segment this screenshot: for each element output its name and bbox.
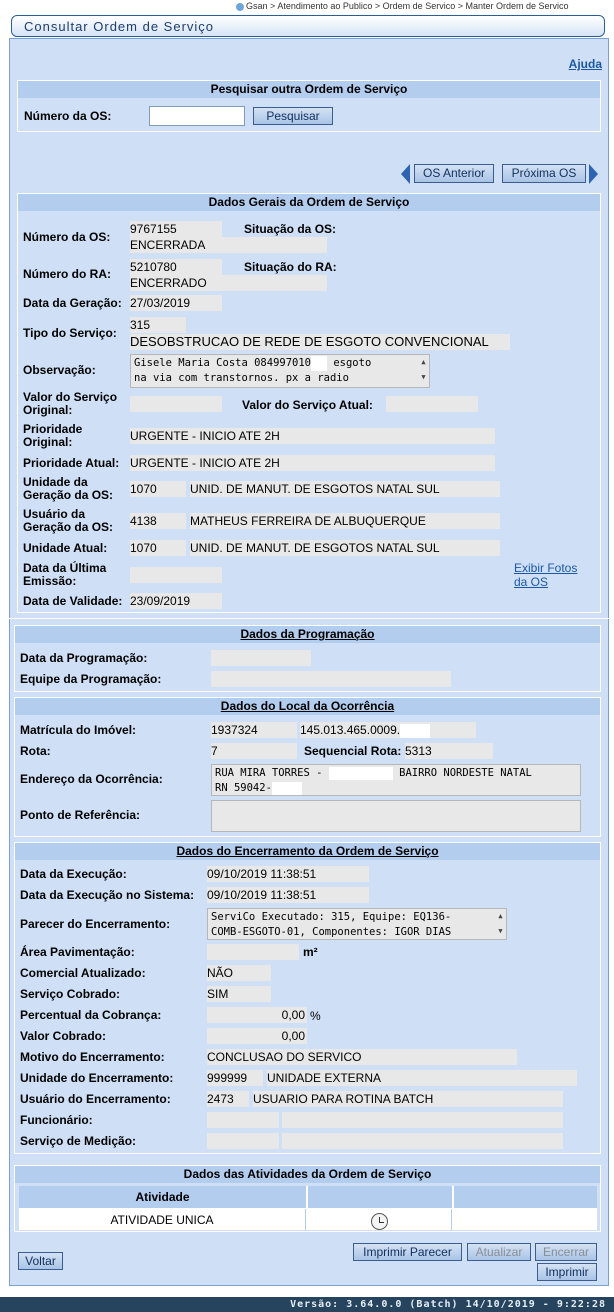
service-charged-label: Serviço Cobrado: <box>20 987 121 1001</box>
gen-date-label: Data da Geração: <box>23 296 122 310</box>
gen-unit-label: Unidade da Geração da OS: <box>23 475 114 502</box>
clock-icon[interactable] <box>371 1213 388 1230</box>
charge-percent-label: Percentual da Cobrança: <box>20 1008 162 1022</box>
employee-code <box>207 1112 279 1128</box>
seq-route-value: 5313 <box>405 743 493 759</box>
exec-date-value: 09/10/2019 11:38:51 <box>207 866 369 882</box>
service-code-value: 315 <box>130 317 186 333</box>
ra-status-label: Situação do RA: <box>244 260 337 274</box>
exec-sys-date-value: 09/10/2019 11:38:51 <box>207 887 369 903</box>
ra-number-value: 5210780 <box>130 259 222 275</box>
cur-priority-value: URGENTE - INICIO ATE 2H <box>130 455 495 471</box>
table-row[interactable]: ATIVIDADE UNICA <box>19 1209 306 1230</box>
breadcrumb-item[interactable]: Atendimento ao Publico <box>277 1 373 11</box>
ra-status-value: ENCERRADO <box>130 275 327 291</box>
paving-unit: m² <box>303 945 318 959</box>
breadcrumb-item[interactable]: Manter Ordem de Servico <box>465 1 569 11</box>
divider <box>9 618 609 619</box>
closing-opinion-label: Parecer do Encerramento: <box>20 917 171 931</box>
breadcrumb-item[interactable]: Ordem de Servico <box>382 1 456 11</box>
closing-user-code: 2473 <box>207 1091 249 1107</box>
extra-column-header <box>454 1186 597 1208</box>
arrow-right-icon[interactable] <box>589 164 598 184</box>
reference-textarea[interactable] <box>211 800 581 832</box>
gen-user-label: Usuário da Geração da OS: <box>23 507 114 534</box>
cur-unit-label: Unidade Atual: <box>23 541 108 555</box>
service-desc-value: DESOBSTRUCAO DE REDE DE ESGOTO CONVENCIONAL <box>130 334 510 350</box>
breadcrumb: Gsan > Atendimento ao Publico > Ordem de Servico > Manter Ordem de Servico <box>236 1 569 11</box>
reference-label: Ponto de Referência: <box>20 808 141 822</box>
os-number-label: Número da OS: <box>24 109 112 123</box>
orig-priority-label: Prioridade Original: <box>23 422 83 449</box>
programming-panel <box>14 625 601 692</box>
breadcrumb-item[interactable]: Gsan <box>246 1 268 11</box>
table-row-status[interactable] <box>308 1209 452 1230</box>
ra-number-label: Número do RA: <box>23 267 111 281</box>
service-type-label: Tipo do Serviço: <box>23 326 117 340</box>
programming-date-value <box>211 650 311 666</box>
programming-team-label: Equipe da Programação: <box>20 672 162 686</box>
measurement-code <box>207 1133 279 1149</box>
location-panel <box>14 697 601 837</box>
closing-unit-label: Unidade do Encerramento: <box>20 1071 174 1085</box>
validity-label: Data de Validade: <box>23 594 123 608</box>
observation-textarea[interactable]: Gisele Maria Costa 084997010 esgoto na via com transtornos. px a radio ▲ ▼ <box>130 354 430 388</box>
cur-unit-name: UNID. DE MANUT. DE ESGOTOS NATAL SUL <box>190 540 500 556</box>
programming-team-value <box>211 671 451 687</box>
search-button[interactable]: Pesquisar <box>253 107 333 125</box>
page-title: Consultar Ordem de Serviço <box>11 15 605 37</box>
home-icon <box>236 3 244 11</box>
closing-opinion-textarea[interactable]: ServiCo Executado: 315, Equipe: EQ136- COMB-ESGOTO-01, Componentes: IGOR DIAS ▲ ▼ <box>207 908 507 940</box>
general-data-header: Dados Gerais da Ordem de Serviço <box>18 194 600 211</box>
cur-priority-label: Prioridade Atual: <box>23 456 120 470</box>
update-button[interactable]: Atualizar <box>467 1243 531 1261</box>
print-opinion-button[interactable]: Imprimir Parecer <box>353 1243 462 1261</box>
route-label: Rota: <box>20 744 51 758</box>
gen-date-value: 27/03/2019 <box>130 295 222 311</box>
cur-value-label: Valor do Serviço Atual: <box>242 398 373 412</box>
commercial-updated-label: Comercial Atualizado: <box>20 966 146 980</box>
textarea-scrollbar[interactable]: ▲ ▼ <box>498 912 503 935</box>
activities-table <box>19 1186 597 1230</box>
measurement-name <box>282 1133 563 1149</box>
status-column-header <box>308 1186 452 1208</box>
table-row-extra <box>454 1209 597 1230</box>
print-button[interactable]: Imprimir <box>537 1263 597 1281</box>
exec-date-label: Data da Execução: <box>20 867 127 881</box>
activity-column-header: Atividade <box>19 1186 306 1208</box>
commercial-updated-value: NÃO <box>207 965 271 981</box>
gen-unit-name: UNID. DE MANUT. DE ESGOTOS NATAL SUL <box>190 481 500 497</box>
orig-value-value <box>130 396 222 412</box>
closing-user-name: USUARIO PARA ROTINA BATCH <box>253 1091 563 1107</box>
closing-panel <box>14 842 601 1154</box>
cur-value-value <box>386 396 478 412</box>
measurement-label: Serviço de Medição: <box>20 1134 137 1148</box>
charged-value-value: 0,00 <box>207 1028 307 1044</box>
closing-unit-code: 999999 <box>207 1070 263 1086</box>
closing-header: Dados do Encerramento da Ordem de Serviço <box>15 843 600 860</box>
percent-unit: % <box>310 1009 321 1023</box>
employee-name <box>282 1112 563 1128</box>
os-status-label: Situação da OS: <box>244 222 337 236</box>
registration-value: 1937324 <box>211 722 297 738</box>
search-panel-header: Pesquisar outra Ordem de Serviço <box>18 81 600 98</box>
gen-unit-code: 1070 <box>130 481 186 497</box>
os-number-input[interactable] <box>149 106 245 126</box>
programming-date-label: Data da Programação: <box>20 651 148 665</box>
general-data-panel <box>17 193 601 613</box>
gen-user-name: MATHEUS FERREIRA DE ALBUQUERQUE <box>190 513 500 529</box>
activities-header: Dados das Atividades da Ordem de Serviço <box>15 1166 600 1183</box>
service-charged-value: SIM <box>207 986 271 1002</box>
cur-unit-code: 1070 <box>130 540 186 556</box>
location-header: Dados do Local da Ocorrência <box>15 698 600 715</box>
closing-user-label: Usuário do Encerramento: <box>20 1092 171 1106</box>
route-value: 7 <box>211 743 297 759</box>
closing-unit-name: UNIDADE EXTERNA <box>267 1070 577 1086</box>
view-photos-link[interactable]: Exibir Fotos da OS <box>514 561 578 589</box>
prev-os-button[interactable]: OS Anterior <box>414 164 494 183</box>
close-os-button[interactable]: Encerrar <box>535 1243 597 1261</box>
version-footer: Versão: 3.64.0.0 (Batch) 14/10/2019 - 9:22:28 <box>0 1297 614 1312</box>
charged-value-label: Valor Cobrado: <box>20 1029 107 1043</box>
arrow-left-icon[interactable] <box>401 164 410 184</box>
seq-route-label: Sequencial Rota: <box>304 744 402 758</box>
inscription-value: 145.013.465.0009. <box>300 722 476 738</box>
closing-reason-label: Motivo do Encerramento: <box>20 1050 165 1064</box>
paving-value <box>207 944 299 960</box>
help-link[interactable]: Ajuda <box>568 57 602 71</box>
orig-value-label: Valor do Serviço Original: <box>23 390 118 417</box>
activities-panel <box>14 1165 601 1232</box>
back-button[interactable]: Voltar <box>18 1252 63 1270</box>
validity-value: 23/09/2019 <box>130 593 222 609</box>
programming-header: Dados da Programação <box>15 626 600 643</box>
textarea-scrollbar[interactable]: ▲ ▼ <box>421 358 426 381</box>
os-number-field-label: Número da OS: <box>23 230 111 244</box>
address-textarea[interactable]: RUA MIRA TORRES - BAIRRO NORDESTE NATAL RN 59042- <box>211 764 581 796</box>
registration-label: Matrícula do Imóvel: <box>20 723 137 737</box>
exec-sys-date-label: Data da Execução no Sistema: <box>20 888 195 902</box>
paving-label: Área Pavimentação: <box>20 945 135 959</box>
employee-label: Funcionário: <box>20 1113 93 1127</box>
last-emission-label: Data da Última Emissão: <box>23 561 107 588</box>
last-emission-value <box>130 567 222 583</box>
orig-priority-value: URGENTE - INICIO ATE 2H <box>130 428 495 444</box>
os-number-value: 9767155 <box>130 221 222 237</box>
next-os-button[interactable]: Próxima OS <box>502 164 586 183</box>
closing-reason-value: CONCLUSAO DO SERVICO <box>207 1049 517 1065</box>
search-panel <box>17 80 601 132</box>
address-label: Endereço da Ocorrência: <box>20 772 163 786</box>
charge-percent-value: 0,00 <box>207 1007 307 1023</box>
os-status-value: ENCERRADA <box>130 237 327 253</box>
gen-user-code: 4138 <box>130 513 186 529</box>
observation-label: Observação: <box>23 363 96 377</box>
